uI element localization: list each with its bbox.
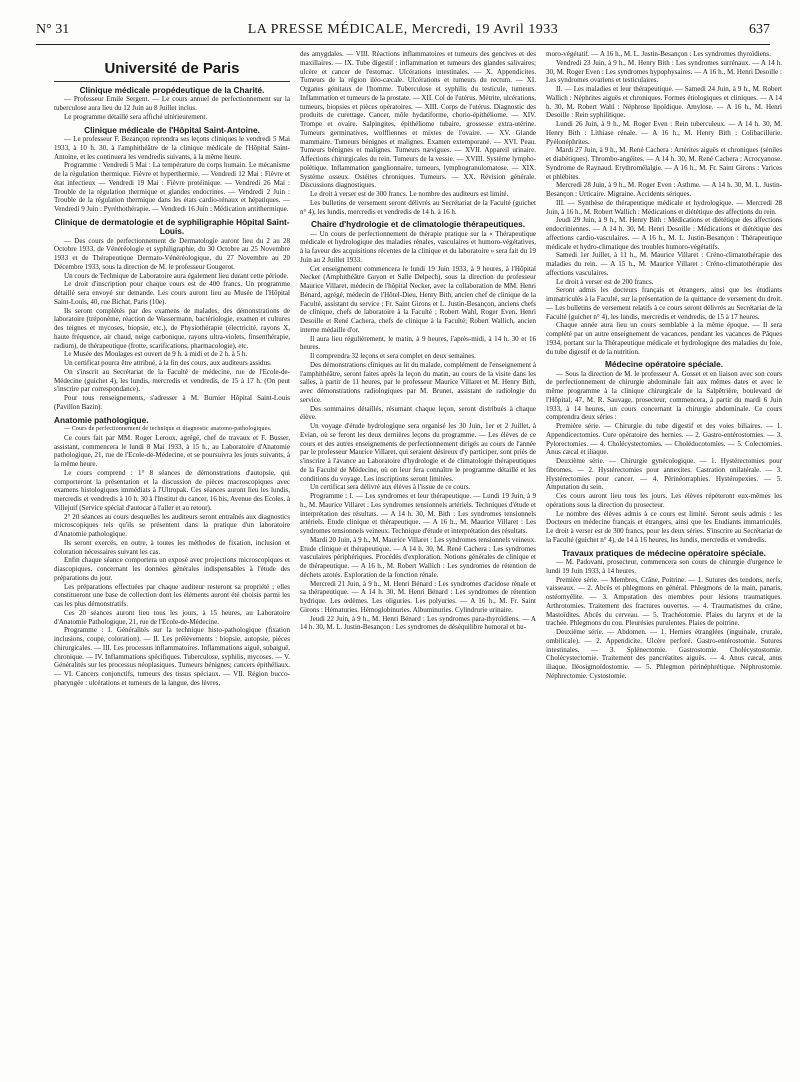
paragraph: 2° 20 séances au cours desquelles les auditeurs seront entraînés aux diagnostics microscopiques tels qu'ils se présentent dans la pratique d'un laboratoire d'Anatomie pathologique. — [54, 512, 290, 539]
paragraph: Mercredi 21 Juin, à 9 h., M. Henri Bénard : Les syndromes d'acidose rénale et sa thérapeutique. — A 14 h. 30, M. Henri Bénard : Les syndromes de rétention hydrique. Les œdèmes. Les oliguries. Les polyuries. — A 16 h., M. Fr. Saint Girons : Hématuries. Hémoglobinuries. Albuminuries. Cylindrurie urinaire. — [300, 579, 536, 614]
paragraph: II. — Les maladies et leur thérapeutique. — Samedi 24 Juin, à 9 h., M. Robert Wallich : Néphrites aiguës et chroniques. Formes étiologiques et cliniques. — A 14 h. 30, M. Robert Wahl : Néphrose lipoïdique. Amylose. — A 16 h., M. Henri Desoille : Rein syphilitique. — [546, 85, 782, 120]
paragraph: Enfin chaque séance comportera un exposé avec projections microscopiques et diascopiques, concernant les données générales indispensables à l'étude des préparations du jour. — [54, 556, 290, 582]
paragraph: Chaque année aura lieu un cours semblable à la même époque. — Il sera complété par un autre enseignement de vacances, pendant les vacances de Pâques 1934, portant sur la Thérapeutique médicale et hydrologique des maladies du foie, du tube digestif et de la nutrition. — [546, 321, 782, 356]
paragraph: Seront admis les docteurs français et étrangers, ainsi que les étudiants immatriculés à la Faculté, sur la présentation de la quittance de versement du droit. — Les bulletins de versement relatifs à ce cours seront délivrés au Secrétariat de la Faculté (guichet n° 4), les lundis, mercredis et vendredis, de 15 à 17 heures. — [546, 286, 782, 321]
paragraph: Le Musée des Moulages est ouvert de 9 h. à midi et de 2 h. à 5 h. — [64, 350, 248, 359]
column-1 — [54, 50, 290, 1076]
paragraph: Le droit à verser est de 200 francs. — [556, 277, 654, 286]
paragraph: — Professeur Emile Sergent. — Le cours annuel de perfectionnement sur la tuberculose aura lieu du 12 Juin au 8 Juillet inclus. — [54, 95, 290, 113]
paragraph: Un certificat sera délivré aux élèves à l'issue de ce cours. — [310, 483, 471, 492]
paragraph: Un cours de Technique de Laboratoire aura également lieu durant cette période. — [64, 271, 289, 280]
paragraph: Des sommaires détaillés, résumant chaque leçon, seront distribués à chaque élève. — [300, 404, 536, 422]
paragraph: Samedi 1er Juillet, à 11 h., M. Maurice Villaret : Créno-climatothérapie des maladies du rein. — A 15 h., M. Maurice Villaret : Créno-climatothérapie des affections vasculaires. — [546, 251, 782, 277]
paragraph: Le programme détaillé sera affiché ultérieurement. — [64, 112, 208, 121]
paragraph: Première série. — Membres, Crâne, Poitrine. — 1. Sutures des tendons, nerfs, vaisseaux. — 2. Abcès et phlegmons en général. Phlegmons de la main, panaris, ostéomyélite. — 3. Amputation des membres pour lésions traumatiques. Arthrotomies. Traitement des fractures ouvertes. — 4. Traumatismes du crâne, Mastoïdites. Abcès du cerveau. — 5. Trachéotomie. Plaies du larynx et de la trachée. Phlegmons du cou. Pleurésies purulentes. Plaies de poitrine. — [546, 575, 782, 628]
column-2 — [300, 50, 536, 1076]
paragraph: Le nombre des élèves admis à ce cours est limité. Seront seuls admis : les Docteurs en médecine français et étrangers, ainsi que les Etudiants immatriculés. Le droit à verser est de 300 francs, pour les deux séries. S'inscrire au Secrétariat de la Faculté (guichet n° 4), de 14 à 16 heures, les lundis, mercredis et vendredis. — [546, 509, 782, 544]
paragraph: Première série. — Chirurgie du tube digestif et des voies biliaires. — 1. Appendicectomies. Cure opératoire des hernies. — 2. Gastro-entérostomies. — 3. Pylorectomies. — 4. Cholécystectomies. — Cholédocotomies. — 5. Colectomies. Anus cæcal et iliaque. — [546, 422, 782, 457]
paragraph: Lundi 26 Juin, à 9 h., M. Roger Even : Rein tuberculeux. — A 14 h. 30, M. Henry Bith : Lithiase rénale. — A 16 h., M. Henry Bith : Colibacillurie. Pyélonéphrites. — [546, 120, 782, 146]
article-title-anatomie: Anatomie pathologique. — [54, 414, 149, 425]
page-header — [36, 22, 770, 44]
paragraph: Il aura lieu régulièrement, le matin, à 9 heures, l'après-midi, à 14 h. 30 et 16 heures. — [300, 334, 536, 352]
paragraph: On s'inscrit au Secrétariat de la Faculté de médecine, rue de l'Ecole-de-Médecine (guichet 4), les lundis, mercredis et vendredis, de 15 à 17 h. (On peut s'inscrire par correspondance). — [54, 367, 290, 394]
paragraph: Programme : I. — Les syndromes et leur thérapeutique. — Lundi 19 Juin, à 9 h., M. Maurice Villaret : Les syndromes tensionnels artériels. Techniques d'étude et interprétation des résultats. — A 14 h. 30, M. Bith : Les syndromes tensionnels artériels. Etude clinique et thérapeutique. — A 16 h., M. Maurice Villaret : Les syndromes tensionnels veineux. Technique d'étude et interprétation des résultats. — [300, 492, 536, 536]
paragraph: Les bulletins de versement seront délivrés au Secrétariat de la Faculté (guichet n° 4), les lundis, mercredis et vendredis de 14 h. à 16 h. — [300, 198, 536, 216]
paragraph: Mardi 20 Juin, à 9 h., M. Maurice Villaret : Les syndromes tensionnels veineux. Etude clinique et thérapeutique. — A 14 h. 30, M. René Cachera : Les syndromes vasculaires périphériques. Procédés d'exploration. Notions générales de clinique et de thérapeutique. — A 16 h., M. Robert Wallich : Les syndromes de rétention de déchets azotés. Exploration de la fonction rénale. — [300, 535, 536, 579]
section-heading-universite: Université de Paris — [54, 60, 290, 82]
paragraph: Les préparations effectuées par chaque auditeur resteront sa propriété ; elles constitueront une base de collection dont les éléments auront été choisis parmi les cas les plus démonstratifs. — [54, 582, 290, 609]
article-title-medecine-operatoire: Médecine opératoire spéciale. — [604, 359, 724, 370]
paragraph: Ces cours auront lieu tous les jours. Les élèves répéteront eux-mêmes les opérations sous la direction du prosecteur. — [546, 492, 782, 509]
header-rule — [36, 44, 770, 45]
paragraph: Programme : I. Généralités sur la technique histo-pathologique (fixation inclusions, coupe, coloration). — II. Les prélèvements : biopsie, autopsie, pièces chirurgicales. — III. Les processus inflammatoires. Inflammations aiguë, subaiguë, chronique. — IV. Inflammations spécifiques. Tuberculose, syphilis, mycoses. — V. Généralités sur les processus néoplasiques. Tumeurs bénignes; cancers épithéliaux. — VI. Cancers conjonctifs, tumeurs des tissus spéciaux. — VII. Région bucco-pharyngée : ulcérations et tumeurs de la langue, des lèvres, — [54, 626, 290, 687]
paragraph: — Un cours de perfectionnement de thérapie pratique sur la « Thérapeutique médicale et hydrologique des maladies rénales, vasculaires et humoro-végétatives, à la faveur des acquisitions récentes de la clinique et du laboratoire » sera fait du 19 Juin au 2 Juillet 1933. — [300, 229, 536, 264]
paragraph: Ils seront exercés, en outre, à toutes les méthodes de fixation, inclusion et coloration nécessaires suivant les cas. — [54, 538, 290, 556]
paragraph: Jeudi 22 Juin, à 9 h., M. Henri Bénard : Les syndromes para-thyroïdiens. — A 14 h. 30, M. L. Justin-Besançon : Les syndromes de déséquilibre humoral et hu- — [300, 614, 536, 632]
paragraph: moro-végétatif. — A 16 h., M. L. Justin-Besançon : Les syndromes thyroïdiens. — [546, 50, 771, 58]
article-lead: — Cours de perfectionnement de technique et diagnostic anatomo-pathologiques. — [64, 426, 272, 433]
paragraph: Le droit d'inscription pour chaque cours est de 400 francs. Un programme détaillé sera envoyé sur demande. Les cours auront lieu au Musée de l'Hôpital Saint-Louis, 40, rue Bichat, Paris (10e). — [54, 280, 290, 306]
paragraph: Ces 20 séances auront lieu tous les jours, à 15 heures, au Laboratoire d'Anatomie Pathologique, 21, rue de l'Ecole-de-Médecine. — [54, 608, 290, 626]
paragraph: Deuxième série. — Abdomen. — 1. Hernies étranglées (inguinale, crurale, ombilicale). — 2. Appendicite. Ulcère perforé. Gastro-entérostomie. Sutures intestinales. — 3. Splénectomie. Gastrostomie. Cholécystostomie. Cholécystectomie. Traitement des pancréatites aiguës. — 4. Anus cæcal, anus iliaque. Iléosigmoïdostomie. — 5. Phlegmon périnéphrétique. Néphrostomie. Néphrectomie. Cystostomie. — [546, 628, 782, 680]
paragraph: III. — Synthèse de thérapeutique médicale et hydrologique. — Mercredi 28 Juin, à 16 h., M. Robert Wallich : Médications et diététique des affections du rein. — [546, 198, 782, 216]
issue-number: N° 31 — [36, 22, 70, 37]
paragraph: Programme : Vendredi 5 Mai : La température du corps humain. Le mécanisme de la régulation thermique. Fièvre et hyperthermie. — Vendredi 12 Mai : Fièvre et état infectieux — Vendredi 19 Mai : Fièvre protéinique. — Vendredi 26 Mai : Trouble de la régulation thermique et glandes endocrines. — Vendredi 2 Juin : Trouble de la régulation thermique dans les états cardio-rénaux et hépatiques. — Vendredi 9 Juin : Pyréthothérapie. — Vendredi 16 Juin : Médication antithermique. — [54, 161, 290, 214]
journal-title: LA PRESSE MÉDICALE, Mercredi, 19 Avril 1933 — [247, 22, 559, 37]
paragraph: — Des cours de perfectionnement de Dermatologie auront lieu du 2 au 28 Octobre 1933, de Vénéréologie et syphiligraphie, du 30 Octobre au 25 Novembre 1933 et de Thérapeutique Dermato-Vénéréologique, du 27 Novembre au 20 Décembre 1933, sous la direction de M. le professeur Gougerot. — [54, 236, 290, 271]
paragraph: Le cours comprend : 1° 8 séances de démonstrations d'autopsie, qui comporteront la présentation et la discussion de pièces macroscopiques avec examens histologiques immédiats à l'Ultropak. Ces séances auront lieu les lundis, mercredis et vendredis à 10 h. 30 à l'Institut du cancer, 16 bis, Avenue des Ecoles, à Villejuif (Service spécial d'autocar à l'aller et au retour). — [54, 468, 290, 512]
paragraph: Mardi 27 Juin, à 9 h., M. René Cachera : Artérites aiguës et chroniques (séniles et diabétiques). Thrombo-angéites. — A 14 h. 30, M. René Cachera : Acrocyanose. Syndrome de Raynaud. Erythromélalgie. — A 16 h., M. Fr. Saint Girons : Varices et phlébites. — [546, 146, 782, 181]
paragraph: — Sous la direction de M. le professeur A. Gosset et en liaison avec son cours de perfectionnement de chirurgie abdominale fait aux mêmes dates et avec le même programme à la clinique chirurgicale de la Salpêtrière, boulevard de l'Hôpital, 47, M. R. Sauvage, prosecteur, commencera, à partir du mardi 6 Juin 1933, à 14 heures, un cours concernant la chirurgie abdominale. Ce cours comprendra deux séries : — [546, 369, 782, 422]
paragraph: Cet enseignement commencera le lundi 19 Juin 1933, à 9 heures, à l'Hôpital Necker (Amphithéâtre Guyon et Salle Delpech), sous la direction du professeur Maurice Villaret, médecin de l'hôpital Necker, avec la collaboration de MM. Henri Bénard, agrégé, médecin de l'Hôtel-Dieu, Henry Bith, ancien chef de clinique de la Faculté, assistant du service ; Fr. Saint Girons et L. Justin-Besançon, anciens chefs de clinique, chefs de laboratoire à la Faculté ; Robert Wahl, Roger Even, Henri Desoille et René Cachera, chefs de clinique à la Faculté; Robert Wallich, ancien interne médaille d'or. — [300, 264, 536, 334]
paragraph: Il comprendra 32 leçons et sera complet en deux semaines. — [310, 352, 476, 361]
article-title-travaux-pratiques: Travaux pratiques de médecine opératoire spéciale. — [562, 547, 766, 558]
paragraph: Un certificat pourra être attribué, à la fin des cours, aux auditeurs assidus. — [64, 359, 272, 368]
paragraph: Des démonstrations cliniques au lit du malade, complément de l'enseignement à l'amphithéâtre, seront faites après la leçon du matin, au cours de la visite dans les salles, à partir de 11 heures, par le professeur Maurice Villaret et M. Henry Bith, avec démonstrations radiologiques par M. Brunet, assistant de radiologie du service. — [300, 360, 536, 404]
paragraph: — Le professeur F. Bezançon reprendra ses leçons cliniques le vendredi 5 Mai 1933, à 10 h. 30, à l'amphithéâtre de la clinique médicale de l'Hôpital Saint-Antoine, et les continuera les vendredis suivants, à la même heure. — [54, 135, 290, 161]
paragraph: Jeudi 29 Juin, à 9 h., M. Henry Bith : Médications et diététique des affections endocriniennes. — A 14 h. 30, M. Henri Desoille : Médications et diététique des affections cardio-vasculaires. — A 16 h., M. L. Justin-Besançon : Thérapeutique médicale et hydro-climatique des troubles humoro-végétatifs. — [546, 216, 782, 251]
paragraph: Pour tous renseignements, s'adresser à M. Burnier Hôpital Saint-Louis (Pavillon Bazin). — [54, 394, 290, 411]
column-3 — [546, 50, 782, 1076]
article-title-hydrologie: Chaire d'hydrologie et de climatologie thérapeutiques. — [310, 219, 526, 230]
paragraph: des amygdales. — VIII. Réactions inflammatoires et tumeurs des gencives et des maxillaires. — IX. Tube digestif : inflammation et tumeurs des glandes salivaires; ulcère et cancer de l'estomac. Ulcérations intestinales. — X. Appendicites. Tumeurs de la région iléo-cæcale. Ulcérations et tumeurs du rectum. — XI. Organes génitaux de l'homme. Tuberculose et syphilis du testicule, tumeurs. Inflammation et tumeurs de la prostate. — XII. Col de l'utérus. Métrite, ulcérations, tumeurs, biopsies et pièces opératoires. — XIII. Corps de l'utérus. Diagnostic des produits de curettage. Cancer, môle hydatiforme, chorio-épithéliome. — XIV. Trompe et ovaire. Salpingites, épithéliome tubaire, grossesse extra-utérine. Tumeurs germinatives, wolffiennes et mixtes de l'ovaire. — XV. Glande mammaire. Tumeurs bénignes et malignes. Examen extemporané. — XVI. Peau. Tumeurs bénignes et malignes. Tumeurs nævigues. — XVII. Appareil urinaire. Affections chirurgicales du rein. Tumeurs de la vessie. — XVIII. Système lympho-poïétique. Inflammation ganglionnaire, tumeurs, lymphogranulomatose. — XIX. Système osseux. Ostéites chroniques. Tumeurs. — XX. Révision générale. Discussions diagnostiques. — [300, 50, 536, 190]
paragraph: Ils seront complétés par des examens de malades, des démonstrations de laboratoire (tréponème, réaction de Wassermann, bactériologie, examen et cultures des teignes et mycoses, biopsie, etc.), de Physiothérapie (électricité, rayons X, haute fréquence, air chaud, neige carbonique, rayons ultra-violets, finsenthérapie, radium), de thérapeutique (frotte, scarifications, pharmacologie), etc. — [54, 306, 290, 350]
paragraph: Deuxième série. — Chirurgie gynécologique. — 1. Hystérectomies pour fibromes. — 2. Hystérectomies pour annexites. Castration unilatérale. — 3. Hystérectomies pour cancer. — 4. Périnéorraphies. Hystéropexies. — 5. Amputation du sein. — [546, 457, 782, 492]
article-title-dermatologie: Clinique de dermatologie et de syphiligraphie Hôpital Saint-Louis. — [54, 216, 290, 237]
paragraph: Un voyage d'étude hydrologique sera organisé les 30 Juin, 1er et 2 Juillet, à Evian, où se feront les deux dernières leçons du programme. — Les élèves de ce cours et des autres enseignements de perfectionnement dirigés au cours de l'année par le professeur Maurice Villaret, qui seraient désireux d'y participer, sont priés de s'inscrire à l'avance au Laboratoire d'hydrologie et de climatologie thérapeutiques de la Faculté de Médecine, où on leur fera connaître le programme détaillé et les conditions du voyage. Les inscriptions seront limitées. — [300, 422, 536, 483]
paragraph: Vendredi 23 Juin, à 9 h., M. Henry Bith : Les syndromes surrénaux. — A 14 h. 30, M. Roger Even : Les syndromes hypophysaires. — A 16 h., M. Henri Desoille : Les syndromes ovariens et testiculaires. — [546, 58, 782, 85]
article-title-charite: Clinique médicale propédeutique de la Charité. — [79, 85, 265, 95]
article-title-saint-antoine: Clinique médicale de l'Hôpital Saint-Antoine. — [84, 124, 260, 135]
paragraph: Mercredi 28 Juin, à 9 h., M. Roger Even : Asthme. — A 14 h. 30, M. L. Justin-Besançon : Urticaire. Migraine. Accidents sériques. — [546, 181, 782, 198]
paragraph: Ce cours fait par MM. Roger Leroux, agrégé, chef de travaux et F. Busser, assistant, commencera le lundi 8 Mai 1933, à 15 h., au Laboratoire d'Anatomie pathologique, 21, rue de l'Ecole-de-Médecine, et se poursuivra les jours suivants, à la même heure. — [54, 433, 290, 469]
page-number: 637 — [749, 22, 770, 37]
paragraph: Le droit à verser est de 300 francs. Le nombre des auditeurs est limité. — [310, 190, 509, 198]
paragraph: — M. Padovani, prosecteur, commencera son cours de chirurgie d'urgence le lundi 19 Juin 1933, à 14 heures. — [546, 558, 782, 575]
